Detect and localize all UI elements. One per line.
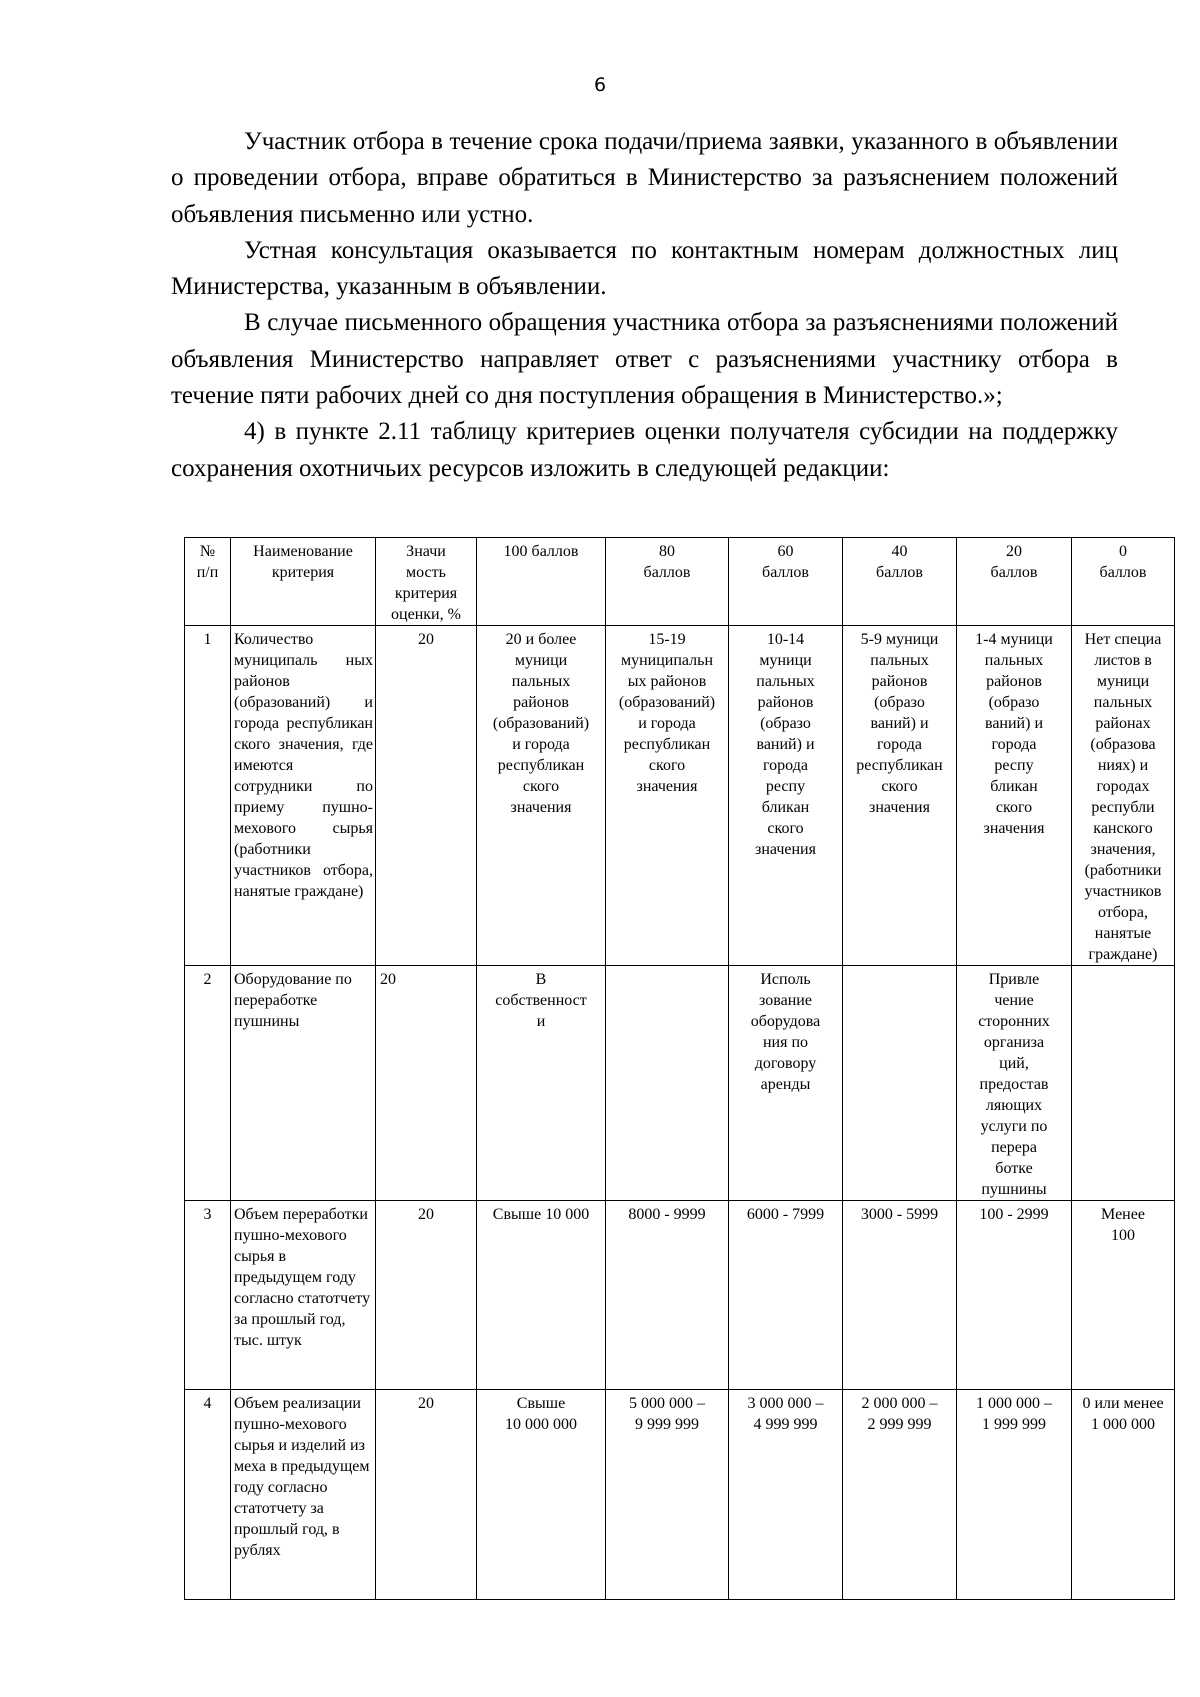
table-row — [185, 626, 1175, 966]
score-100-cell: В собственност и — [477, 966, 606, 1201]
header-criterion-name: Наименование критерия — [231, 538, 376, 626]
paragraph-written-request: В случае письменного обращения участника отбора за разъяснениями положений объявления Министерство направляет ответ с разъяснениями участнику отбора в течение пяти рабочих дней со дня поступления обращения в Министерство.»; — [171, 309, 1118, 410]
row-number-cell: 3 — [185, 1201, 231, 1390]
score-60-cell: 10-14 муници пальных районов (образо ваний) и города респу бликан ского значения — [729, 626, 843, 966]
score-80-cell: 15-19 муниципальн ых районов (образований) и города республикан ского значения — [606, 626, 729, 966]
header-number: № п/п — [185, 538, 231, 626]
score-0-cell: Менее 100 — [1072, 1201, 1175, 1390]
weight-cell: 20 — [376, 1390, 477, 1600]
score-40-cell — [843, 966, 957, 1201]
weight-cell: 20 — [376, 626, 477, 966]
score-60-cell: 3 000 000 – 4 999 999 — [729, 1390, 843, 1600]
table-header-row — [185, 538, 1175, 626]
header-40-points: 40 баллов — [843, 538, 957, 626]
paragraph-oral-consultation: Устная консультация оказывается по контактным номерам должностных лиц Министерства, указанным в объявлении. — [171, 236, 1118, 301]
weight-cell: 20 — [376, 1201, 477, 1390]
score-20-cell: 100 - 2999 — [957, 1201, 1072, 1390]
score-40-cell: 3000 - 5999 — [843, 1201, 957, 1390]
score-0-cell — [1072, 966, 1175, 1201]
header-60-points: 60 баллов — [729, 538, 843, 626]
score-20-cell: Привле чение сторонних организа ций, предостав ляющих услуги по перера ботке пушнины — [957, 966, 1072, 1201]
score-40-cell: 5-9 муници пальных районов (образо ваний) и города республикан ского значения — [843, 626, 957, 966]
weight-cell: 20 — [376, 966, 477, 1201]
row-number-cell: 2 — [185, 966, 231, 1201]
criterion-name-cell: Количество муниципаль ных районов (образований) и города республикан ского значения, где имеются сотрудники по приему пушно-мехового сырья (работники участников отбора, нанятые граждане) — [231, 626, 376, 966]
score-60-cell: 6000 - 7999 — [729, 1201, 843, 1390]
row-number-cell: 1 — [185, 626, 231, 966]
score-80-cell: 5 000 000 – 9 999 999 — [606, 1390, 729, 1600]
body-text — [171, 124, 1118, 487]
score-20-cell: 1-4 муници пальных районов (образо ваний) и города респу бликан ского значения — [957, 626, 1072, 966]
paragraph-table-intro: 4) в пункте 2.11 таблицу критериев оценки получателя субсидии на поддержку сохранения охотничьих ресурсов изложить в следующей редакции: — [171, 418, 1118, 482]
score-80-cell: 8000 - 9999 — [606, 1201, 729, 1390]
header-weight: Значи мость критерия оценки, % — [376, 538, 477, 626]
page-number: 6 — [593, 74, 607, 96]
header-100-points: 100 баллов — [477, 538, 606, 626]
score-100-cell: Свыше 10 000 000 — [477, 1390, 606, 1600]
criteria-table — [184, 537, 1175, 1600]
score-80-cell — [606, 966, 729, 1201]
table-row — [185, 966, 1175, 1201]
score-20-cell: 1 000 000 – 1 999 999 — [957, 1390, 1072, 1600]
score-40-cell: 2 000 000 – 2 999 999 — [843, 1390, 957, 1600]
header-80-points: 80 баллов — [606, 538, 729, 626]
score-0-cell: 0 или менее 1 000 000 — [1072, 1390, 1175, 1600]
row-number-cell: 4 — [185, 1390, 231, 1600]
score-100-cell: Свыше 10 000 — [477, 1201, 606, 1390]
criterion-name-cell: Оборудование по переработке пушнины — [231, 966, 376, 1201]
score-100-cell: 20 и более муници пальных районов (образований) и города республикан ского значения — [477, 626, 606, 966]
score-60-cell: Исполь зование оборудова ния по договору аренды — [729, 966, 843, 1201]
criterion-name-cell: Объем переработки пушно-мехового сырья в предыдущем году согласно статотчету за прошлый год, тыс. штук — [231, 1201, 376, 1390]
header-20-points: 20 баллов — [957, 538, 1072, 626]
criterion-name-cell: Объем реализации пушно-мехового сырья и изделий из меха в предыдущем году согласно статотчету за прошлый год, в рублях — [231, 1390, 376, 1600]
score-0-cell: Нет специа листов в муници пальных районах (образова ниях) и городах республи канского значения, (работники участников отбора, нанятые граждане) — [1072, 626, 1175, 966]
table-row — [185, 1201, 1175, 1390]
table-row — [185, 1390, 1175, 1600]
header-0-points: 0 баллов — [1072, 538, 1175, 626]
paragraph-consultation-request: Участник отбора в течение срока подачи/приема заявки, указанного в объявлении о проведении отбора, вправе обратиться в Министерство за разъяснением положений объявления письменно или устно. — [171, 128, 1118, 228]
